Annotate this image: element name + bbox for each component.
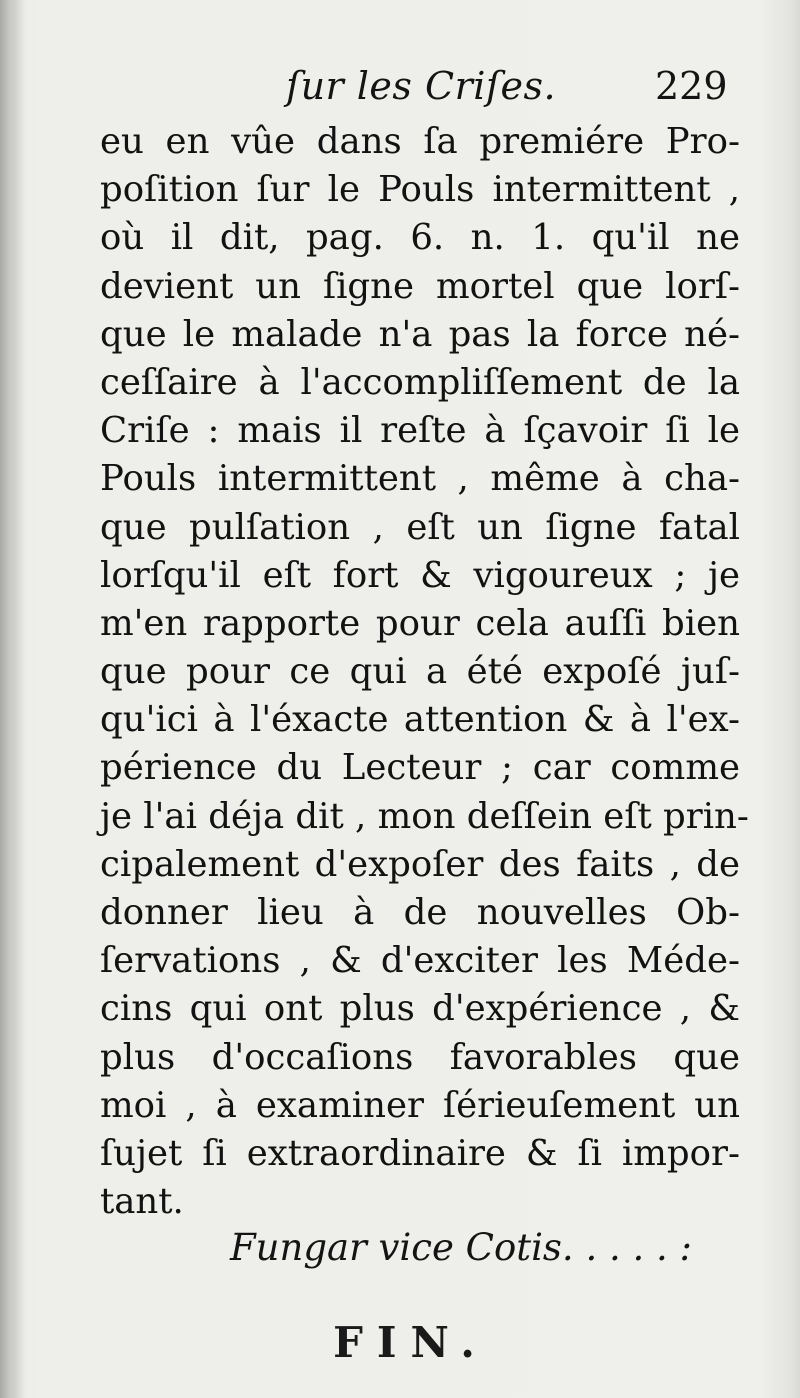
text-line: où il dit, pag. 6. n. 1. qu'il ne [100, 217, 740, 259]
text-line: Pouls intermittent , même à cha- [100, 458, 740, 500]
running-head [0, 64, 800, 120]
text-line: périence du Lecteur ; car comme [100, 747, 740, 789]
text-line: Criſe : mais il reſte à ſçavoir ſi le [100, 410, 740, 452]
running-title: ſur les Criſes. [286, 64, 557, 108]
text-line: devient un ſigne mortel que lorſ- [100, 265, 740, 307]
text-line: que pulſation , eſt un ſigne fatal [100, 506, 740, 548]
text-line: lorſqu'il eſt fort & vigoureux ; je [100, 554, 740, 596]
text-line: qu'ici à l'éxacte attention & à l'ex- [100, 699, 740, 741]
end-mark: FIN. [333, 1318, 489, 1367]
text-line-final: tant. [100, 1181, 184, 1223]
text-line: cipalement d'expoſer des faits , de [100, 843, 740, 885]
body-text [100, 118, 749, 1226]
text-line: poſition ſur le Pouls intermittent , [100, 169, 740, 211]
text-line: ſujet ſi extraordinaire & ſi impor- [100, 1132, 740, 1174]
text-line: que le malade n'a pas la force né- [100, 313, 740, 355]
text-line: m'en rapporte pour cela auſſi bien [100, 602, 740, 644]
text-line: ceſſaire à l'accompliſſement de la [100, 361, 740, 403]
page-number: 229 [655, 64, 728, 108]
page-gutter-shadow [0, 0, 26, 1398]
text-line: donner lieu à de nouvelles Ob- [100, 892, 740, 933]
text-line: moi , à examiner ſérieuſement un [100, 1084, 740, 1126]
text-line: que pour ce qui a été expoſé juſ- [100, 651, 740, 693]
text-line: plus d'occaſions favorables que [100, 1036, 740, 1078]
closing-motto: Fungar vice Cotis. . . . . : [230, 1226, 692, 1269]
text-line: eu en vûe dans ſa premiére Pro- [100, 121, 740, 162]
text-line: cins qui ont plus d'expérience , & [100, 988, 740, 1030]
text-line: ſervations , & d'exciter les Méde- [100, 940, 740, 982]
text-line: je l'ai déja dit , mon deſſein eſt prin- [100, 795, 749, 837]
